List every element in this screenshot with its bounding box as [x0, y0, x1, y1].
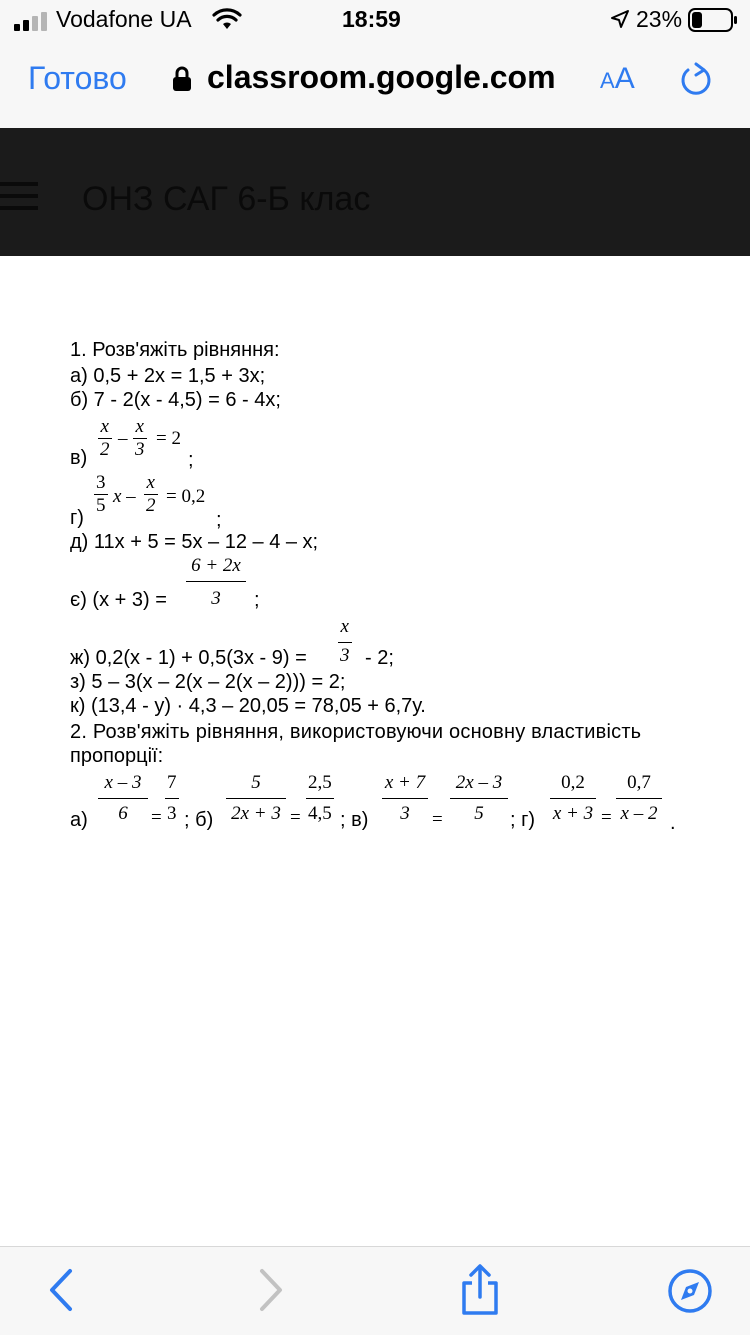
fraction-numerator: 2,5 [308, 772, 332, 793]
task2-g-fraction-1 [550, 772, 596, 825]
fraction-denominator: 3 [135, 439, 145, 460]
aa-small-letter: A [600, 68, 615, 93]
task1-v-fraction-2 [133, 416, 147, 461]
task1-ye-fraction [186, 555, 246, 610]
fraction-numerator: 3 [96, 472, 106, 493]
fraction-denominator: 4,5 [306, 798, 334, 825]
status-bar [0, 0, 750, 40]
assignment-document [0, 256, 750, 1246]
task1-heading: 1. Розв'яжіть рівняння: [70, 339, 280, 361]
fraction-denominator: 6 [98, 798, 148, 825]
task2-a-equals: = [151, 807, 162, 828]
task1-g-label: г) [70, 507, 84, 529]
task2-a-fraction-2 [165, 772, 179, 825]
fraction-denominator: 3 [382, 798, 428, 825]
task1-g-mid: x – [113, 486, 136, 507]
task1-v-minus: – [118, 428, 128, 449]
task1-g-fraction-2 [144, 472, 158, 517]
task2-b-fraction-2 [306, 772, 334, 825]
battery-icon [688, 8, 738, 32]
fraction-denominator: 2x + 3 [226, 798, 286, 825]
chevron-right-icon[interactable] [254, 1267, 288, 1313]
task2-heading-line2: пропорції: [70, 745, 164, 767]
task2-end: . [670, 812, 676, 834]
task1-v-label: в) [70, 447, 88, 469]
task1-ye-end: ; [254, 589, 260, 611]
task2-heading-line1: 2. Розв'яжіть рівняння, використовуючи основну властивість [70, 721, 642, 743]
share-icon[interactable] [456, 1263, 504, 1317]
fraction-denominator: 5 [450, 798, 508, 825]
task2-b-equals: = [290, 807, 301, 828]
fraction-numerator: 6 + 2x [191, 555, 241, 576]
chevron-left-icon[interactable] [44, 1267, 78, 1313]
task1-g-end: ; [216, 509, 222, 531]
fraction-numerator: 2x – 3 [455, 772, 503, 793]
fraction-numerator: x [100, 416, 109, 437]
fraction-numerator: x [135, 416, 144, 437]
location-arrow-icon [610, 9, 630, 29]
task1-g-fraction-1 [94, 472, 108, 517]
fraction-numerator: x [340, 616, 349, 637]
hamburger-menu-icon[interactable] [0, 178, 40, 214]
task1-zh-label: ж) 0,2(х - 1) + 0,5(3х - 9) = [70, 647, 307, 669]
task1-z: з) 5 – 3(х – 2(х – 2(х – 2))) = 2; [70, 671, 346, 693]
fraction-denominator: x + 3 [550, 798, 596, 825]
fraction-numerator: 7 [167, 772, 177, 793]
task2-v-fraction-1 [382, 772, 428, 825]
task2-b-fraction-1 [226, 772, 286, 825]
aa-big-letter: A [614, 62, 635, 95]
task2-v-fraction-2 [450, 772, 508, 825]
fraction-numerator: 0,7 [627, 772, 651, 793]
task1-v-end: ; [188, 449, 194, 471]
fraction-numerator: 0,2 [561, 772, 585, 793]
task2-g-label: ; г) [510, 809, 536, 831]
fraction-denominator: 2 [146, 495, 156, 516]
reader-text-size-button[interactable] [600, 62, 635, 96]
fraction-numerator: x [146, 472, 155, 493]
browser-nav-bar [0, 40, 750, 128]
class-title: ОНЗ САГ 6-Б клас [82, 180, 371, 218]
fraction-numerator: x + 7 [384, 772, 426, 793]
cellular-signal-icon [14, 11, 50, 31]
done-button[interactable]: Готово [28, 60, 127, 96]
task1-zh-end: - 2; [365, 647, 394, 669]
task1-d: д) 11х + 5 = 5х – 12 – 4 – х; [70, 531, 319, 553]
task1-v-rhs: = 2 [156, 428, 181, 449]
compass-icon[interactable] [666, 1267, 714, 1315]
task1-zh-fraction [338, 616, 352, 667]
fraction-numerator: x – 3 [104, 772, 142, 793]
task2-g-fraction-2 [616, 772, 662, 825]
url-address[interactable]: classroom.google.com [207, 59, 556, 95]
battery-percentage: 23% [636, 6, 683, 32]
classroom-header [0, 128, 750, 256]
task2-b-label: ; б) [184, 809, 214, 831]
task1-g-rhs: = 0,2 [166, 486, 206, 507]
fraction-denominator: 3 [338, 642, 352, 667]
fraction-denominator: 3 [165, 798, 179, 825]
reload-icon[interactable] [678, 60, 714, 100]
task2-g-equals: = [601, 807, 612, 828]
task1-b: б) 7 - 2(х - 4,5) = 6 - 4х; [70, 389, 281, 411]
lock-icon [172, 66, 192, 92]
browser-toolbar [0, 1246, 750, 1335]
task2-v-label: ; в) [340, 809, 369, 831]
fraction-denominator: 5 [96, 495, 106, 516]
task2-a-fraction-1 [98, 772, 148, 825]
task2-a-label: а) [70, 809, 88, 831]
task1-a: а) 0,5 + 2х = 1,5 + 3х; [70, 365, 266, 387]
wifi-icon [212, 8, 242, 30]
fraction-denominator: 2 [100, 439, 110, 460]
task1-v-fraction-1 [98, 416, 112, 461]
carrier-name: Vodafone UA [56, 6, 192, 32]
task2-v-equals: = [432, 809, 443, 830]
fraction-numerator: 5 [251, 772, 261, 793]
task1-ye-label: є) (х + 3) = [70, 589, 167, 611]
fraction-denominator: x – 2 [616, 798, 662, 825]
task1-k: к) (13,4 - у) · 4,3 – 20,05 = 78,05 + 6,7у. [70, 695, 426, 717]
clock: 18:59 [342, 6, 401, 32]
fraction-denominator: 3 [186, 581, 246, 610]
